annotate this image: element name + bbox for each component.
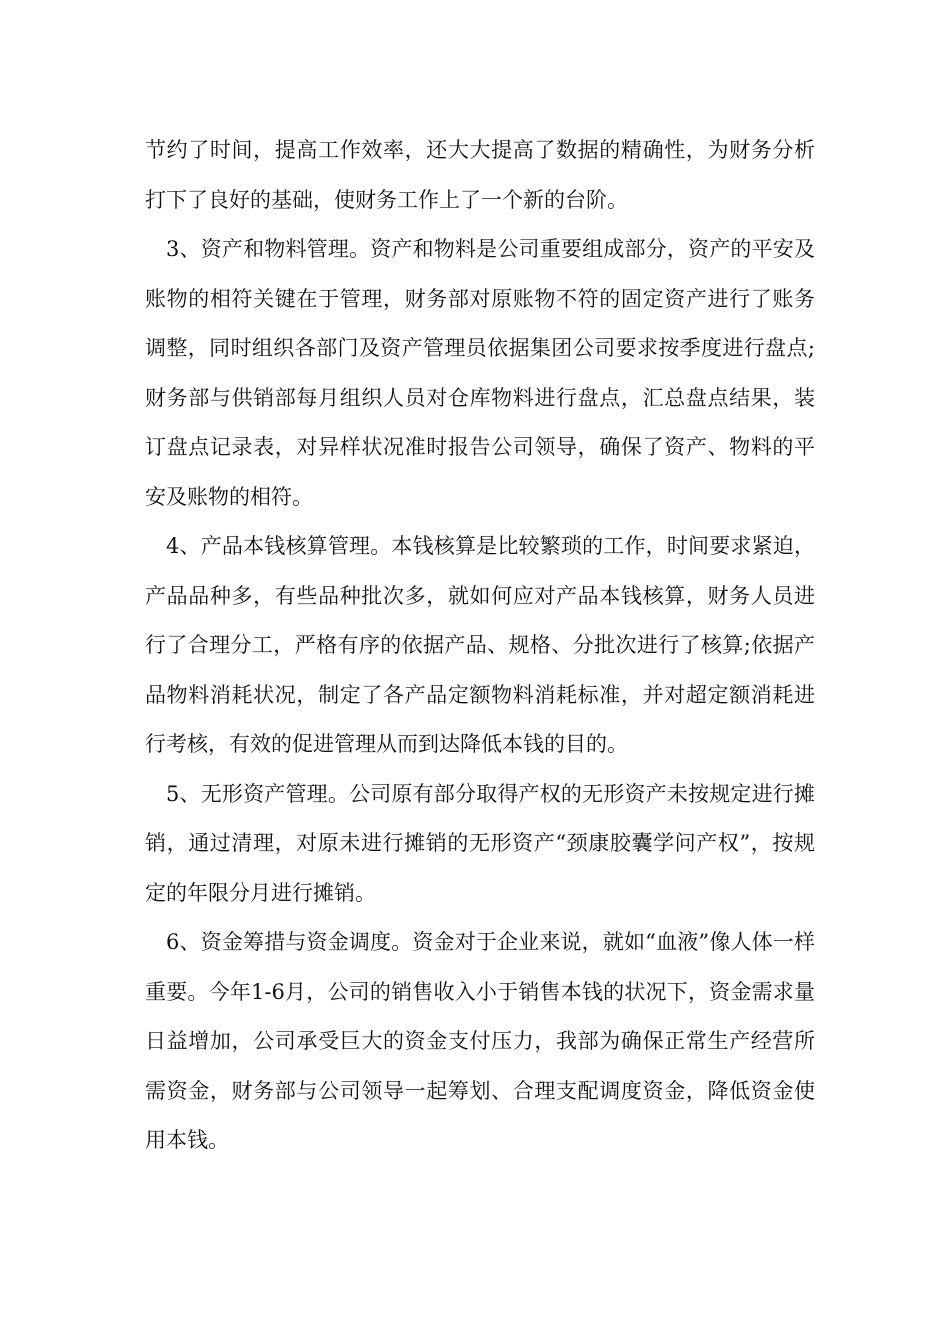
paragraph-continuation: 节约了时间，提高工作效率，还大大提高了数据的精确性，为财务分析打下了良好的基础，使财务工作上了一个新的台阶。 — [145, 138, 815, 212]
paragraph-fund-raising: 6、资金筹措与资金调度。资金对于企业来说，就如“血液”像人体一样重要。今年1-6月，公司的销售收入小于销售本钱的状况下，资金需求量日益增加，公司承受巨大的资金支付压力，我部为确保正常生产经营所需资金，财务部与公司领导一起筹划、合理支配调度资金，降低资金使用本钱。 — [145, 930, 815, 1152]
document-body — [145, 126, 815, 1166]
paragraph-asset-material-management: 3、资产和物料管理。资产和物料是公司重要组成部分，资产的平安及账物的相符关键在于管理，财务部对原账物不符的固定资产进行了账务调整，同时组织各部门及资产管理员依据集团公司要求按季度进行盘点;财务部与供销部每月组织人员对仓库物料进行盘点，汇总盘点结果，装订盘点记录表，对异样状况准时报告公司领导，确保了资产、物料的平安及账物的相符。 — [145, 237, 815, 509]
paragraph-product-cost-accounting: 4、产品本钱核算管理。本钱核算是比较繁琐的工作，时间要求紧迫，产品品种多，有些品种批次多，就如何应对产品本钱核算，财务人员进行了合理分工，严格有序的依据产品、规格、分批次进行了核算;依据产品物料消耗状况，制定了各产品定额物料消耗标准，并对超定额消耗进行考核，有效的促进管理从而到达降低本钱的目的。 — [145, 534, 815, 756]
paragraph-intangible-assets: 5、无形资产管理。公司原有部分取得产权的无形资产未按规定进行摊销，通过清理，对原未进行摊销的无形资产“颈康胶囊学问产权”，按规定的年限分月进行摊销。 — [145, 781, 815, 905]
